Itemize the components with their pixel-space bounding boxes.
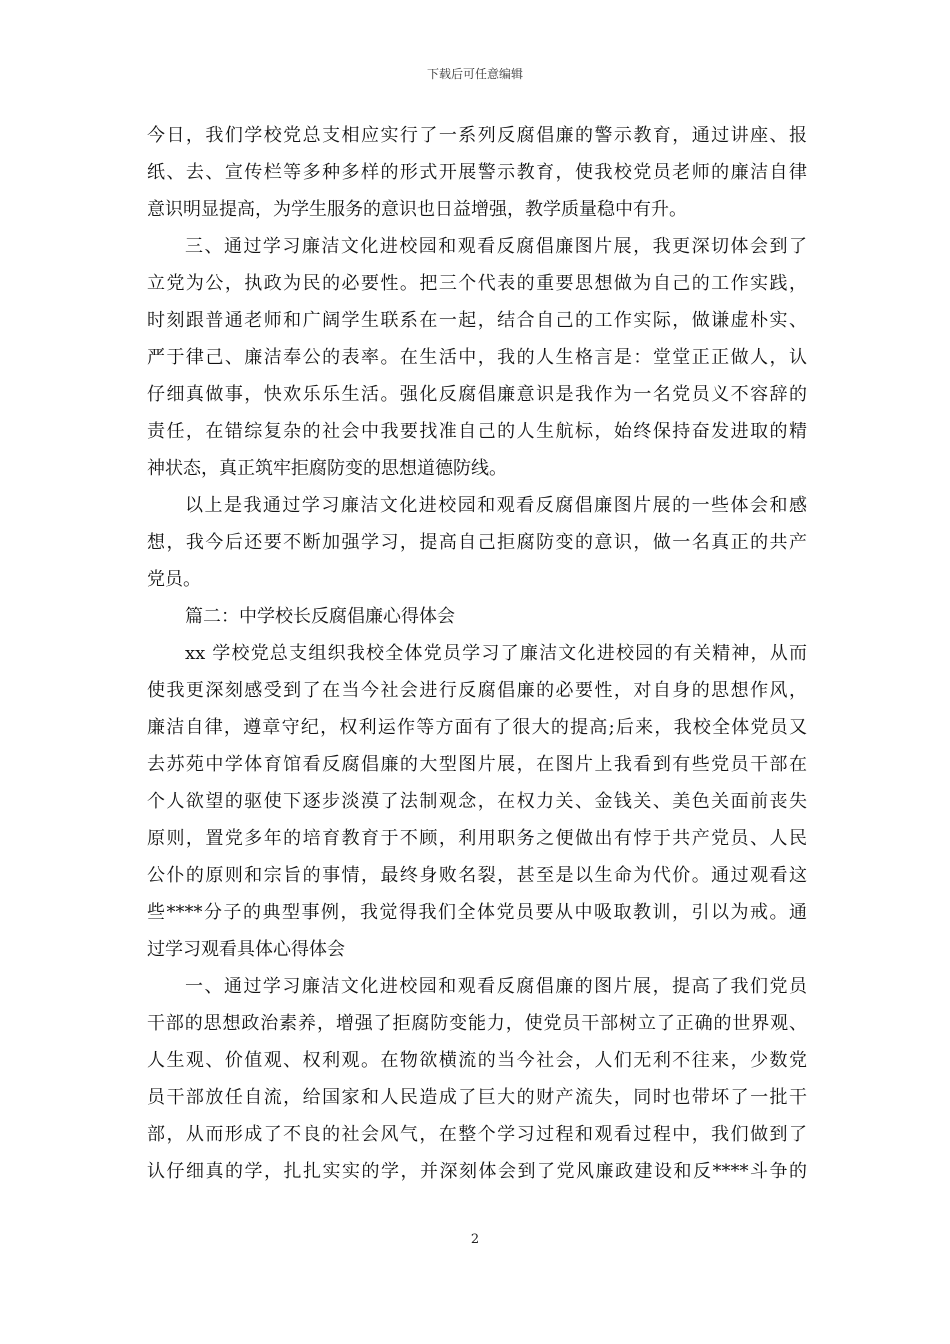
text-line: 党员。: [147, 569, 201, 590]
page-header: 下载后可任意编辑: [426, 67, 523, 81]
text-line: 纸、去、宣传栏等多种多样的形式开展警示教育，使我校党员老师的廉洁自律: [147, 162, 807, 183]
text-line: 过学习观看具体心得体会: [147, 939, 345, 960]
text-line: 部，从而形成了不良的社会风气，在整个学习过程和观看过程中，我们做到了: [147, 1124, 807, 1145]
text-line: 仔细真做事，快欢乐乐生活。强化反腐倡廉意识是我作为一名党员义不容辞的: [147, 384, 807, 405]
text-line: 立党为公，执政为民的必要性。把三个代表的重要思想做为自己的工作实践，: [147, 273, 807, 294]
text-line: 篇二：中学校长反腐倡廉心得体会: [185, 606, 455, 627]
text-line: 神状态，真正筑牢拒腐防变的思想道德防线。: [147, 458, 507, 479]
text-line: 干部的思想政治素养，增强了拒腐防变能力，使党员干部树立了正确的世界观、: [147, 1013, 807, 1034]
text-line: 个人欲望的驱使下逐步淡漠了法制观念，在权力关、金钱关、美色关面前丧失: [147, 791, 807, 812]
text-line: 以上是我通过学习廉洁文化进校园和观看反腐倡廉图片展的一些体会和感: [185, 495, 807, 516]
page-number: 2: [470, 1232, 480, 1247]
text-line: 意识明显提高，为学生服务的意识也日益增强，教学质量稳中有升。: [147, 199, 687, 220]
text-line: 廉洁自律，遵章守纪，权利运作等方面有了很大的提高;后来，我校全体党员又: [147, 717, 807, 738]
text-line: 去苏苑中学体育馆看反腐倡廉的大型图片展，在图片上我看到有些党员干部在: [147, 754, 807, 775]
text-line: 一、通过学习廉洁文化进校园和观看反腐倡廉的图片展，提高了我们党员: [185, 976, 807, 997]
text-line: 认仔细真的学，扎扎实实的学，并深刻体会到了党风廉政建设和反****斗争的: [147, 1161, 807, 1182]
document-body: [147, 117, 807, 1190]
text-line: 人生观、价值观、权利观。在物欲横流的当今社会，人们无利不往来，少数党: [147, 1050, 807, 1071]
text-line: 原则，置党多年的培育教育于不顾，利用职务之便做出有悖于共产党员、人民: [147, 828, 807, 849]
text-line: 员干部放任自流，给国家和人民造成了巨大的财产流失，同时也带坏了一批干: [147, 1087, 807, 1108]
text-line: 使我更深刻感受到了在当今社会进行反腐倡廉的必要性，对自身的思想作风，: [147, 680, 807, 701]
text-line: 些****分子的典型事例，我觉得我们全体党员要从中吸取教训，引以为戒。通: [147, 902, 807, 923]
text-line: 严于律己、廉洁奉公的表率。在生活中，我的人生格言是：堂堂正正做人，认: [147, 347, 807, 368]
text-line: xx 学校党总支组织我校全体党员学习了廉洁文化进校园的有关精神，从而: [185, 643, 807, 664]
text-line: 公仆的原则和宗旨的事情，最终身败名裂，甚至是以生命为代价。通过观看这: [147, 865, 807, 886]
text-line: 想，我今后还要不断加强学习，提高自己拒腐防变的意识，做一名真正的共产: [147, 532, 807, 553]
text-line: 今日，我们学校党总支相应实行了一系列反腐倡廉的警示教育，通过讲座、报: [147, 125, 807, 146]
text-line: 三、通过学习廉洁文化进校园和观看反腐倡廉图片展，我更深切体会到了: [185, 236, 807, 257]
text-line: 责任，在错综复杂的社会中我要找准自己的人生航标，始终保持奋发进取的精: [147, 421, 807, 442]
text-line: 时刻跟普通老师和广阔学生联系在一起，结合自己的工作实际，做谦虚朴实、: [147, 310, 807, 331]
